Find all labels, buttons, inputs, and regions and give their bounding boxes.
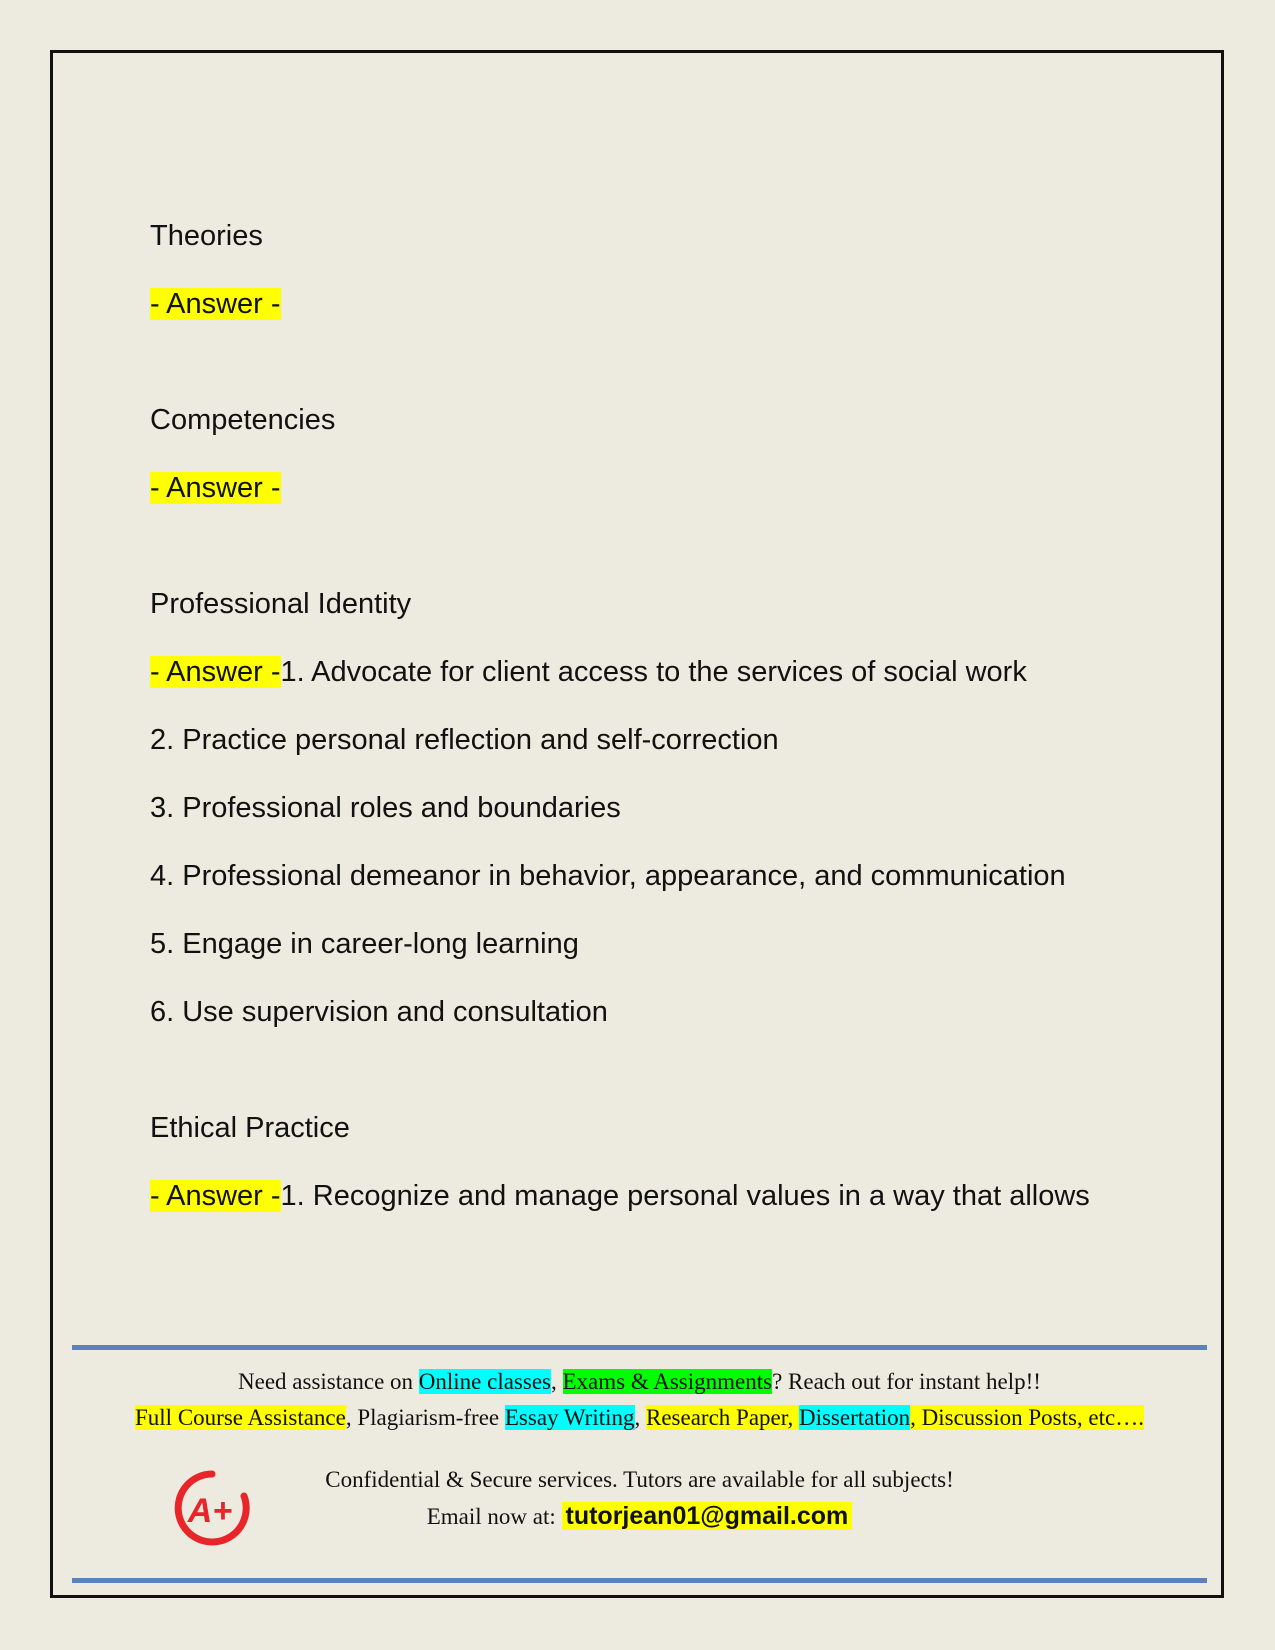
online-classes-highlight: Online classes <box>418 1369 551 1394</box>
research-paper-highlight: Research Paper, <box>646 1405 799 1430</box>
section-title-competencies: Competencies <box>150 404 336 436</box>
a-plus-logo-icon <box>170 1466 254 1550</box>
discussion-posts-highlight: , Discussion Posts, etc…. <box>910 1405 1144 1430</box>
answer-line-professional-identity <box>150 650 1190 694</box>
list-item: 5. Engage in career-long learning <box>150 928 579 960</box>
dissertation-highlight: Dissertation <box>798 1405 911 1430</box>
section-title-theories: Theories <box>150 220 263 252</box>
list-item: 3. Professional roles and boundaries <box>150 792 621 824</box>
email-address: tutorjean01@gmail.com <box>562 1502 853 1530</box>
answer-label: - Answer - <box>150 288 281 320</box>
promo-text: ? Reach out for instant help!! <box>772 1369 1041 1394</box>
section-title-professional-identity: Professional Identity <box>150 588 412 620</box>
list-item: 4. Professional demeanor in behavior, appearance, and communication <box>150 860 1066 892</box>
answer-label: - Answer - <box>150 472 281 504</box>
answer-label: - Answer - <box>150 1180 281 1212</box>
answer-line-ethical-practice <box>150 1174 1190 1218</box>
answer-line-competencies <box>150 466 1190 510</box>
logo-text: A+ <box>187 1492 233 1530</box>
promo-line-2 <box>72 1400 1207 1436</box>
section-title-ethical-practice: Ethical Practice <box>150 1112 350 1144</box>
list-item: 2. Practice personal reflection and self-correction <box>150 724 779 756</box>
promo-text: , <box>551 1369 563 1394</box>
list-item: 1. Recognize and manage personal values in a way that allows <box>280 1180 1090 1212</box>
promo-text: Need assistance on <box>238 1369 419 1394</box>
footer-top-rule <box>72 1345 1207 1350</box>
list-item: 6. Use supervision and consultation <box>150 996 608 1028</box>
promo-text: , <box>634 1405 646 1430</box>
answer-label: - Answer - <box>150 656 281 688</box>
email-label: Email now at: <box>426 1504 562 1529</box>
list-item: 1. Advocate for client access to the services of social work <box>280 656 1027 688</box>
answer-line-theories <box>150 282 1190 326</box>
promo-line-3: Confidential & Secure services. Tutors are available for all subjects! <box>325 1467 954 1492</box>
essay-writing-highlight: Essay Writing <box>504 1405 635 1430</box>
footer-bottom-rule <box>72 1578 1207 1583</box>
full-course-highlight: Full Course Assistance <box>135 1405 346 1430</box>
document-body <box>150 214 1190 1218</box>
exams-highlight: Exams & Assignments <box>562 1369 773 1394</box>
promo-text: , Plagiarism-free <box>345 1405 505 1430</box>
promo-line-1 <box>72 1364 1207 1400</box>
